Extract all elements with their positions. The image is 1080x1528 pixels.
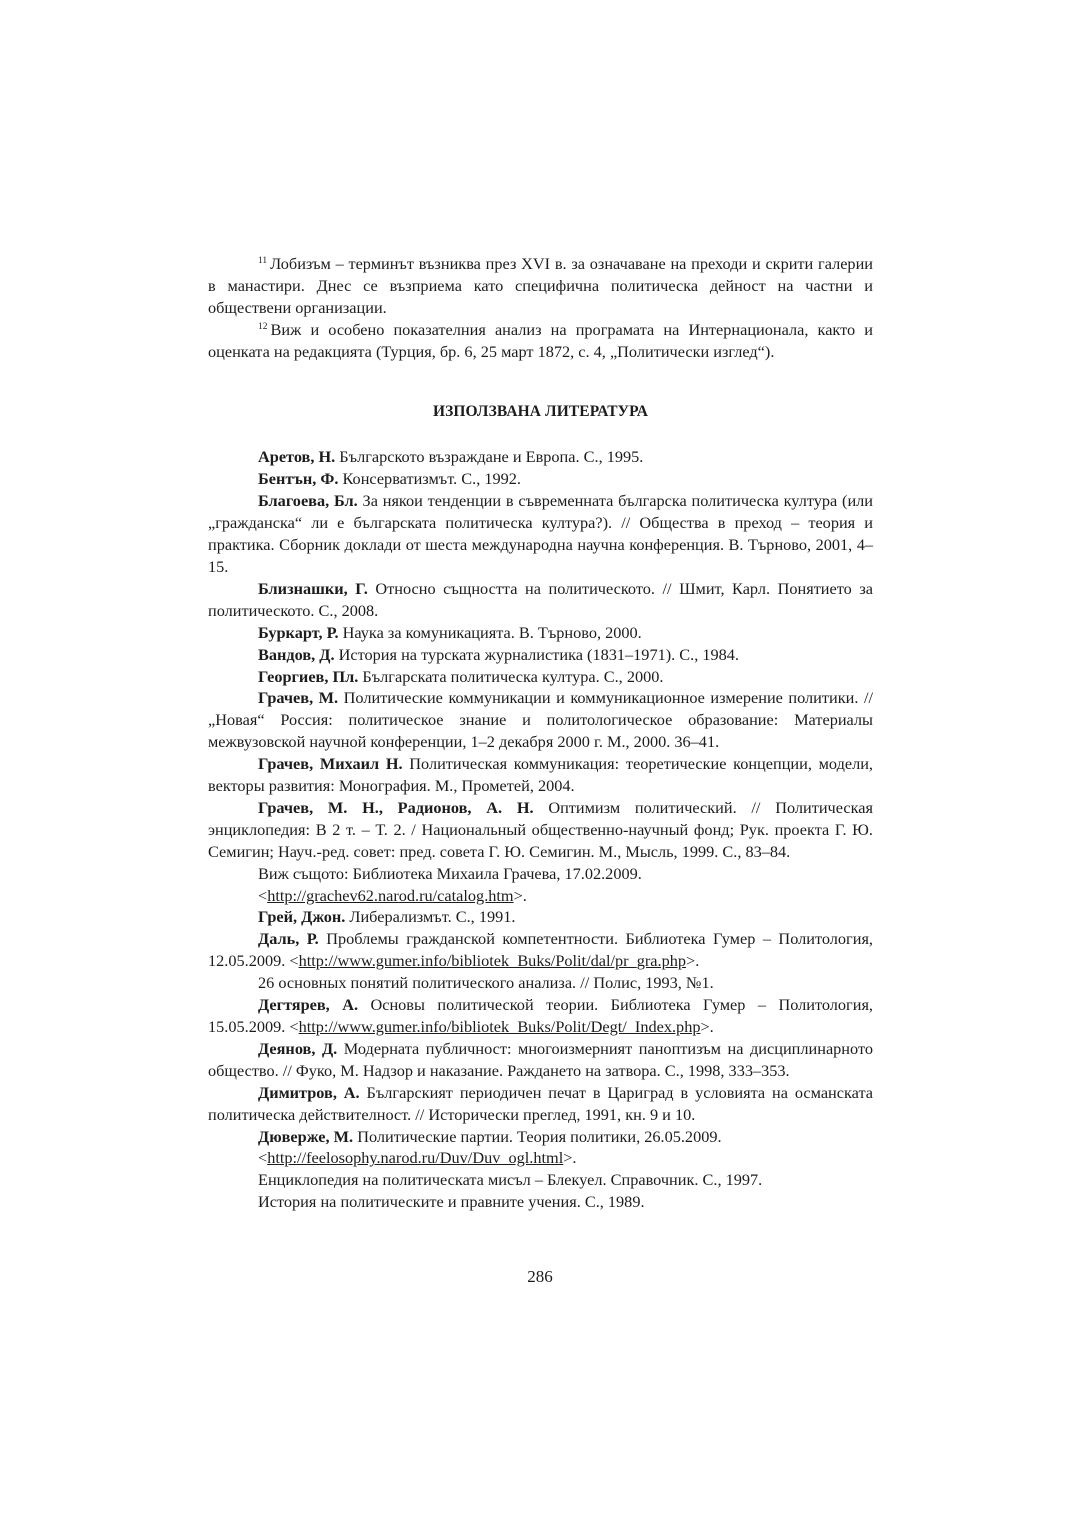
bib-text: Политические коммуникации и коммуникационное измерение политики. // „Новая“ Россия: политическое знание и политологическое образование: Материалы межвузовской научной конференции, 1–2 декабря 2000 г. М., 2000. 36–41.	[208, 688, 874, 752]
bib-author: Грачев, М.	[258, 688, 339, 708]
bib-author: Деянов, Д.	[258, 1038, 338, 1058]
bib-text: История на турската журналистика (1831–1971). С., 1984.	[334, 644, 739, 664]
footnote-11	[208, 253, 873, 319]
bib-url-link[interactable]: http://www.gumer.info/bibliotek_Buks/Polit/Degt/_Index.php	[298, 1017, 701, 1036]
bib-author: Димитров, А.	[258, 1082, 360, 1102]
bib-entry	[208, 687, 873, 753]
bib-entry	[208, 490, 873, 578]
bib-entry	[208, 446, 873, 468]
bib-text: Българската политическа култура. С., 2000.	[358, 666, 664, 686]
bib-entry: Даль, Р. Проблемы гражданской компетентности. Библиотека Гумер – Политология, 12.05.2009. <http://www.gumer.info/bibliotek_Buks/Polit/dal/pr_gra.php>.	[208, 929, 874, 971]
bib-entry	[208, 906, 873, 928]
bib-entry	[208, 644, 873, 666]
bib-author: Близнашки, Г.	[258, 578, 368, 598]
bib-author: Дюверже, М.	[258, 1126, 354, 1146]
bib-entry	[208, 666, 873, 688]
footnote-12	[208, 319, 873, 363]
bib-text: За някои тенденции в съвременната българска политическа култура (или „гражданска“ ли е българската политическа култура?). // Общества в преход – теория и практика. Сборник доклади от шеста международна научна конференция. В. Търново, 2001, 4–15.	[208, 491, 873, 576]
bib-author: Дегтярев, А.	[258, 995, 359, 1015]
bib-text: Консерватизмът. С., 1992.	[338, 469, 521, 489]
bib-text: Относно същността на политическото. // Шмит, Карл. Понятието за политическото. С., 2008.	[208, 578, 873, 620]
bib-text: Българският периодичен печат в Цариград в условията на османската политическа действителност. // Исторически преглед, 1991, кн. 9 и 10.	[208, 1082, 874, 1124]
bib-text: Политические партии. Теория политики, 26.05.2009.	[353, 1126, 722, 1146]
bib-author: Бентън, Ф.	[258, 469, 339, 489]
bib-author: Грачев, М. Н., Радионов, А. Н.	[258, 797, 534, 817]
footnote-number: 12	[258, 321, 268, 332]
bib-text: Политическая коммуникация: теоретические концепции, модели, векторы развития: Монография. М., Прометей, 2004.	[208, 754, 873, 796]
bib-entry	[208, 753, 873, 797]
bib-entry	[208, 578, 873, 622]
bib-author: Георгиев, Пл.	[258, 666, 359, 686]
bib-entry: Дегтярев, А. Основы политической теории. Библиотека Гумер – Политология, 15.05.2009. <http://www.gumer.info/bibliotek_Buks/Polit/Degt/_Index.php>.	[208, 995, 874, 1036]
bib-author: Грачев, Михаил Н.	[258, 754, 403, 774]
bib-text: Проблемы гражданской компетентности. Библиотека Гумер – Политология, 12.05.2009.	[208, 929, 874, 971]
bib-text: Оптимизм политический. // Политическая энциклопедия: В 2 т. – Т. 2. / Национальный общественно-научный фонд; Рук. проекта Г. Ю. Семигин; Науч.-ред. совет: пред. совета Г. Ю. Семигин. М., Мысль, 1999. С., 83–84.	[208, 797, 873, 861]
bib-url-link[interactable]: http://www.gumer.info/bibliotek_Buks/Polit/dal/pr_gra.php	[298, 951, 687, 971]
page-body	[208, 253, 873, 1213]
bib-text: Либерализмът. С., 1991.	[345, 907, 516, 927]
bib-author: Аретов, Н.	[258, 447, 336, 467]
bib-entry	[208, 1126, 873, 1148]
bib-author: Вандов, Д.	[258, 644, 335, 664]
page-number: 286	[527, 1267, 553, 1286]
bib-author: Даль, Р.	[258, 929, 319, 949]
bib-author: Буркарт, Р.	[258, 622, 339, 642]
footnote-text: Виж и особено показателния анализ на програмата на Интернационала, както и оценката на редакцията (Турция, бр. 6, 25 март 1872, с. 4, „Политически изглед“).	[208, 319, 873, 361]
bib-entry-url-line: <http://grachev62.narod.ru/catalog.htm>.	[258, 885, 527, 905]
bib-entry-url-line: <http://feelosophy.narod.ru/Duv/Duv_ogl.html>.	[258, 1148, 577, 1168]
bib-entry	[208, 1082, 873, 1126]
bib-url-link[interactable]: http://feelosophy.narod.ru/Duv/Duv_ogl.html	[267, 1148, 564, 1168]
section-heading: ИЗПОЛЗВАНА ЛИТЕРАТУРА	[432, 402, 649, 420]
bib-entry	[208, 622, 873, 644]
bib-url-link[interactable]: http://grachev62.narod.ru/catalog.htm	[267, 885, 514, 905]
bib-entry	[208, 468, 873, 490]
bib-entry-note: Виж същото: Библиотека Михаила Грачева, 17.02.2009.	[258, 863, 642, 883]
bib-entry	[208, 1038, 873, 1082]
bib-text: Модерната публичност: многоизмерният паноптизъм на дисциплинарното общество. // Фуко, М. Надзор и наказание. Раждането на затвора. С., 1998, 333–353.	[208, 1038, 873, 1080]
bib-entry: 26 основных понятий политического анализа. // Полис, 1993, №1.	[258, 973, 714, 993]
footnote-text: Лобизъм – терминът възниква през XVI в. за означаване на преходи и скрити галерии в манастири. Днес се възприема като специфична политическа дейност на частни и обществени организации.	[208, 254, 873, 317]
bib-entry: Енциклопедия на политическата мисъл – Блекуел. Справочник. С., 1997.	[258, 1170, 763, 1190]
bib-entry	[208, 797, 873, 863]
bib-text: Българското възраждане и Европа. С., 1995.	[335, 447, 644, 467]
bibliography-list	[208, 446, 873, 1213]
bib-entry: История на политическите и правните учения. С., 1989.	[258, 1192, 645, 1212]
footnote-number: 11	[258, 256, 268, 266]
bib-author: Благоева, Бл.	[258, 491, 358, 511]
bib-author: Грей, Джон.	[258, 907, 346, 927]
bib-text: Основы политической теории. Библиотека Гумер – Политология, 15.05.2009.	[208, 995, 874, 1036]
bib-text: Наука за комуникацията. В. Търново, 2000.	[338, 622, 642, 642]
